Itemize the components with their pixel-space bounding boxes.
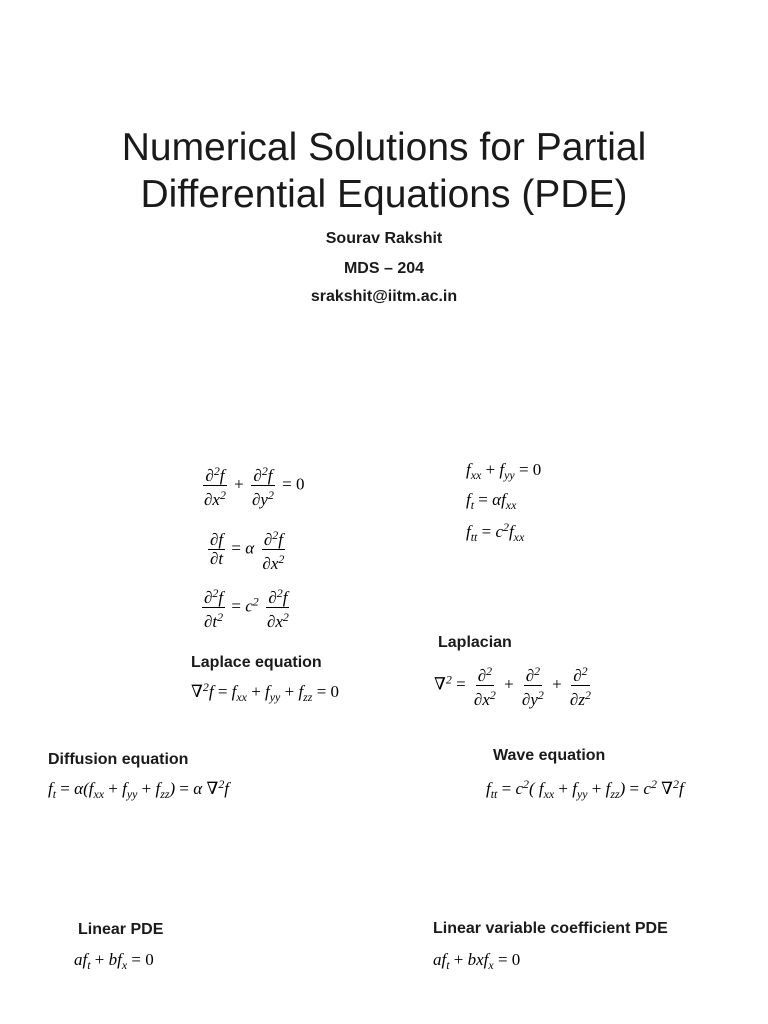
equation-laplace-2d-fraction: $\frac{\partial^2f}{\partial x^2}$ + $\frac{\partial^2f}{\partial y^2}$ = 0 (204, 464, 305, 509)
equation-diffusion: $f_t = \alpha(f_{xx} + f_{yy} + f_{zz}) = \alpha$ ∇$^2$f (48, 777, 230, 801)
label-laplacian: Laplacian (438, 634, 512, 651)
equation-wave: $f_{tt} = c^2$( $f_{xx} + f_{yy} + f_{zz}) = c^2$ ∇$^2$f (486, 777, 684, 801)
equation-linear-pde: $af_t + bf_x = 0$ (74, 950, 154, 972)
label-diffusion-equation: Diffusion equation (48, 751, 189, 768)
equation-wave-1d-fraction: $\frac{\partial^2f}{\partial t^2}$ = $c^2$ $\frac{\partial^2f}{\partial x^2}$ (204, 586, 289, 631)
course-code: MDS – 204 (343, 260, 425, 277)
author-email: srakshit@iitm.ac.in (310, 288, 458, 305)
label-linear-pde: Linear PDE (78, 921, 164, 938)
equation-laplace-3d: $\nabla^2f = f_{xx} + f_{yy} + f_{zz} = 0$ (191, 680, 340, 704)
equation-heat-1d-subscript: $f_t = \alpha f_{xx}$ (466, 490, 517, 512)
slide-title-line-1: Numerical Solutions for Partial (121, 126, 647, 169)
equation-linear-variable-coefficient-pde: $af_t + bxf_x = 0$ (433, 950, 521, 972)
label-laplace-equation: Laplace equation (191, 654, 322, 671)
equation-laplace-2d-subscript: $f_{xx} + f_{yy} = 0$ (466, 460, 542, 482)
equation-heat-1d-fraction: $\frac{\partial f}{\partial t}$ = α $\frac{\partial^2f}{\partial x^2}$ (210, 528, 285, 573)
label-wave-equation: Wave equation (493, 747, 606, 764)
label-linear-variable-coefficient-pde: Linear variable coefficient PDE (433, 920, 668, 937)
slide-title-line-2: Differential Equations (PDE) (140, 173, 628, 216)
equation-wave-1d-subscript: $f_{tt} = c^2f_{xx}$ (466, 520, 525, 544)
author-name: Sourav Rakshit (325, 230, 443, 247)
equation-laplacian: ∇$^2$ = $\frac{\partial^2}{\partial x^2}$ + $\frac{\partial^2}{\partial y^2}$ + $\frac{\partial^2}{\partial z^2}$ (434, 664, 591, 709)
